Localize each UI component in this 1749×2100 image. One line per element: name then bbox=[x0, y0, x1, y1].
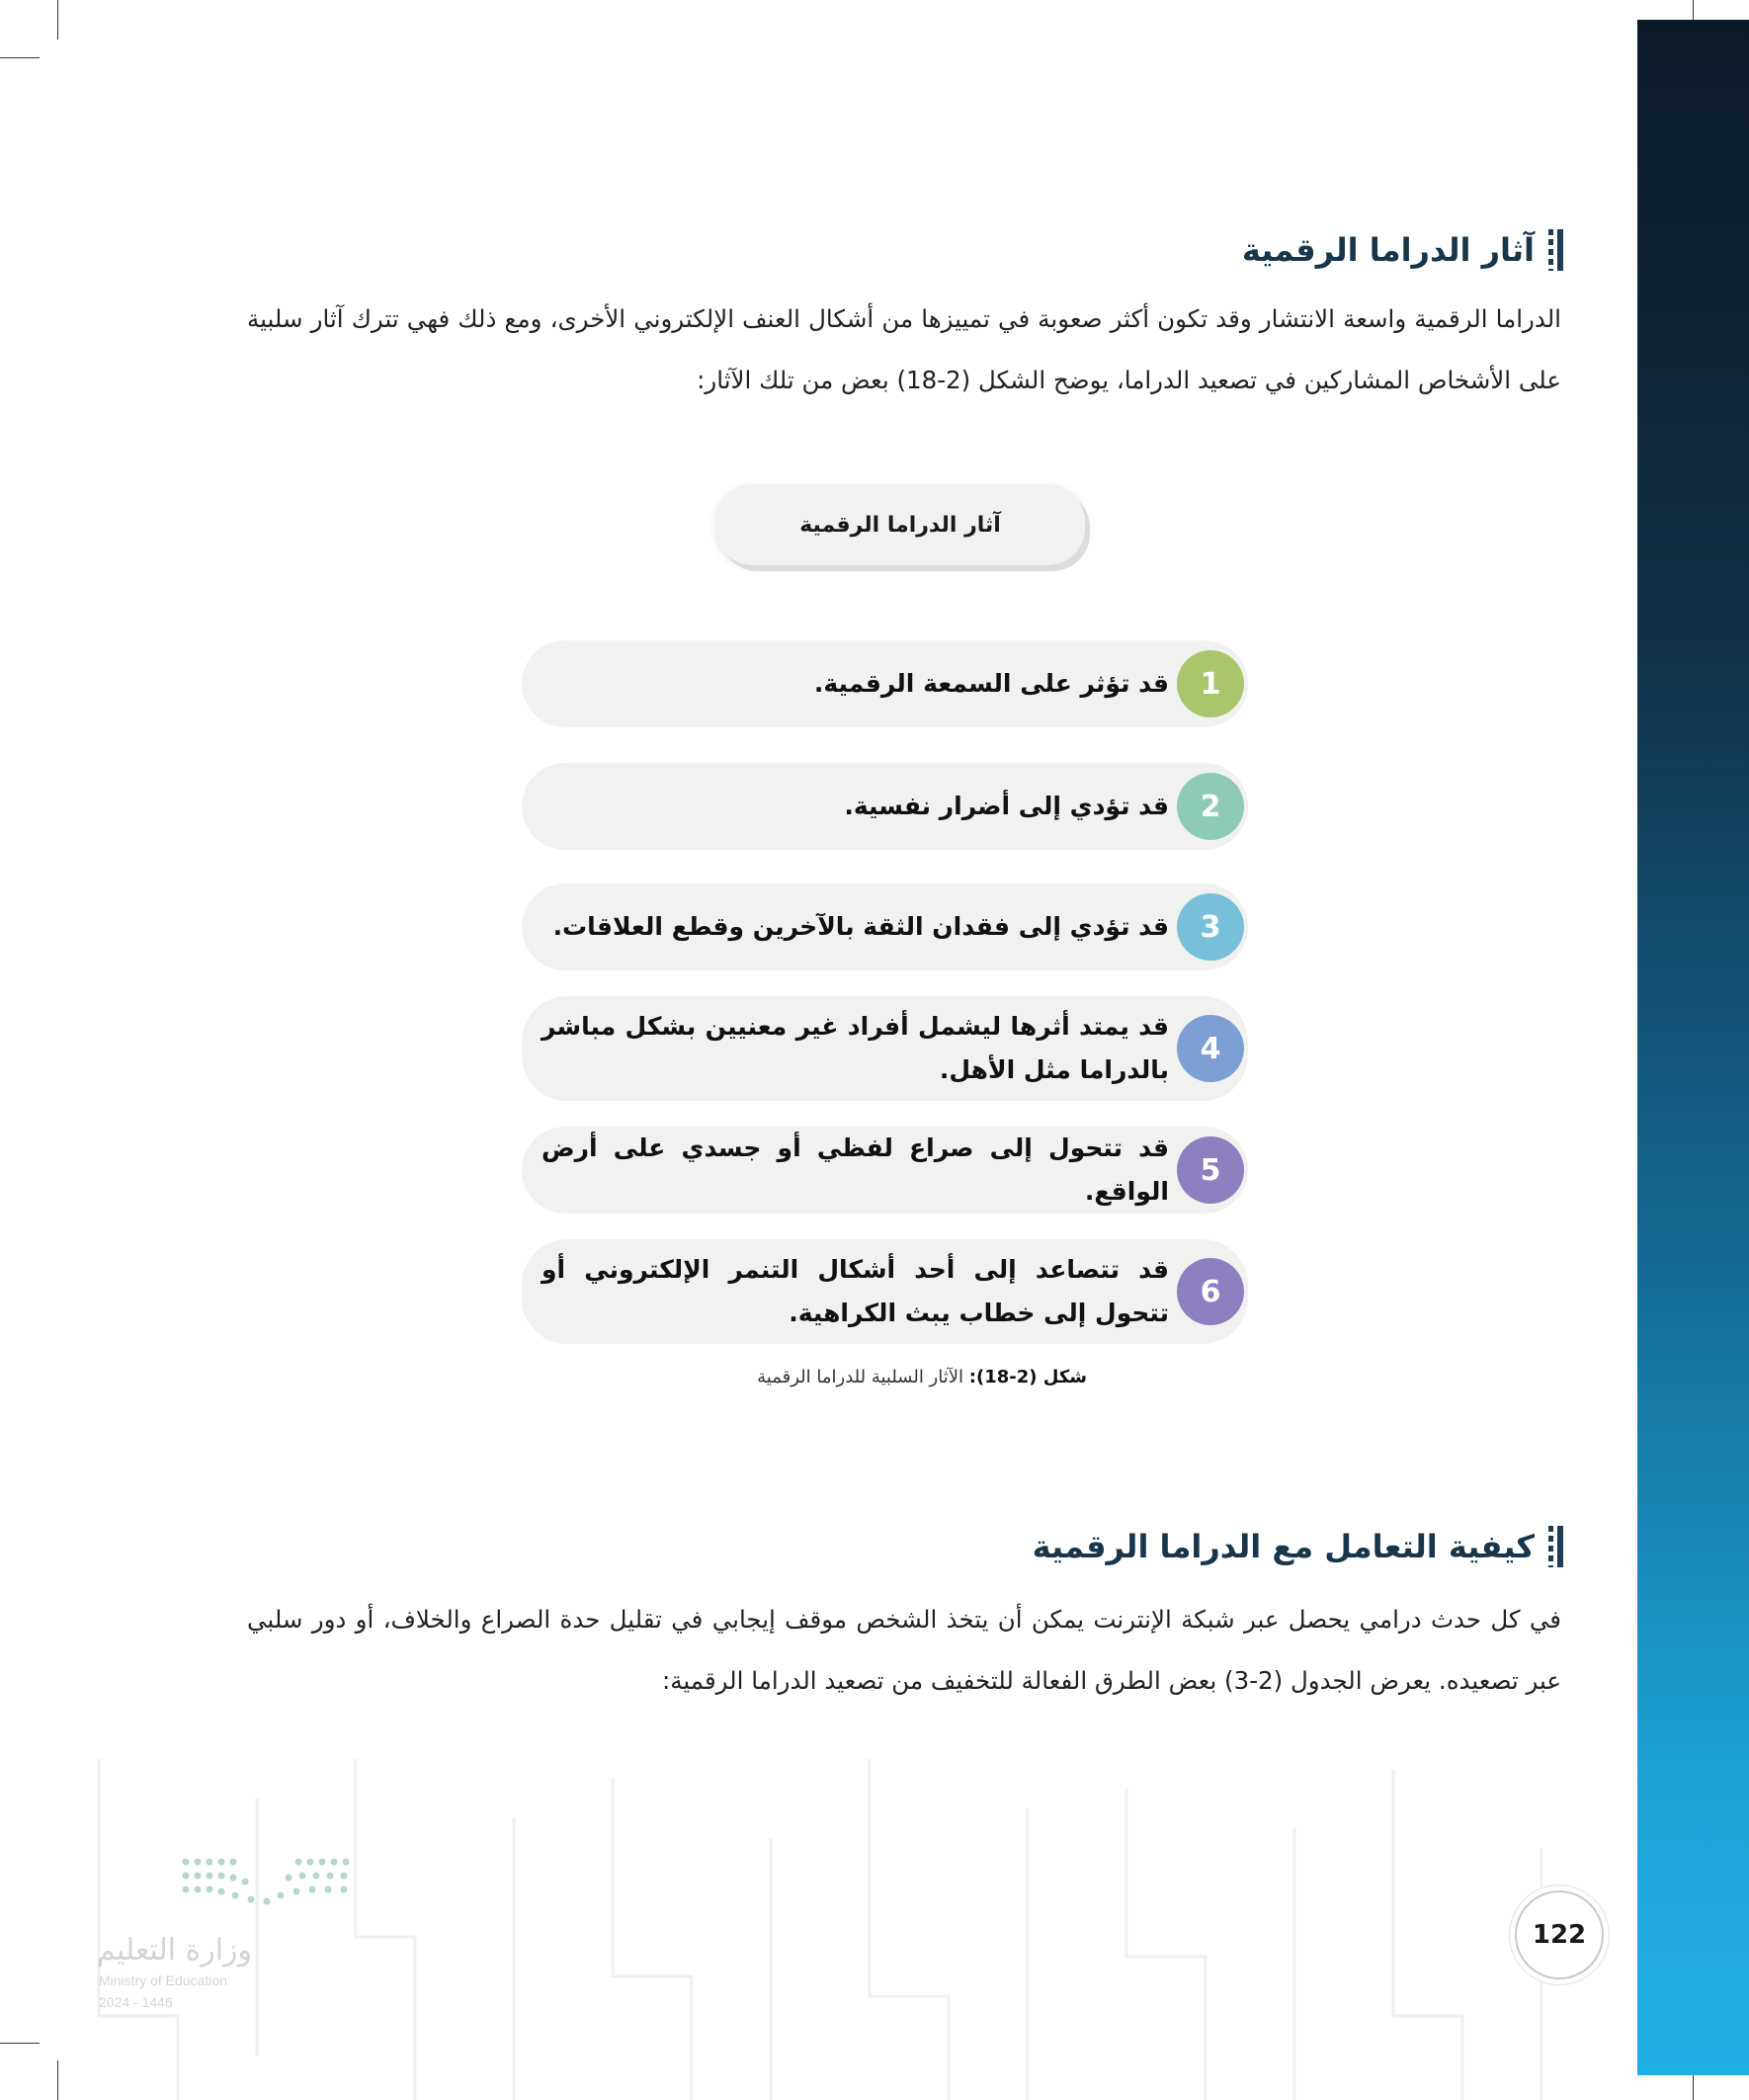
crop-mark bbox=[0, 57, 40, 58]
crop-mark bbox=[57, 0, 58, 40]
item-number-badge: 5 bbox=[1177, 1136, 1244, 1204]
effect-item-1 bbox=[522, 640, 1248, 727]
effect-item-6 bbox=[522, 1239, 1248, 1344]
effect-item-3 bbox=[522, 883, 1248, 970]
caption-text: الآثار السلبية للدراما الرقمية bbox=[757, 1367, 964, 1387]
item-number-badge: 2 bbox=[1177, 773, 1244, 840]
effect-item-4 bbox=[522, 996, 1248, 1101]
section-heading bbox=[1033, 1526, 1563, 1567]
heading-bullet-icon bbox=[1548, 229, 1563, 271]
item-text: قد تؤدي إلى أضرار نفسية. bbox=[844, 792, 1169, 820]
page-number: 122 bbox=[1515, 1890, 1604, 1979]
item-text: قد تؤدي إلى فقدان الثقة بالآخرين وقطع العلاقات. bbox=[552, 912, 1169, 941]
heading-bullet-icon bbox=[1548, 1526, 1563, 1567]
section-heading bbox=[1242, 229, 1563, 271]
effect-item-5 bbox=[522, 1127, 1248, 1214]
logo-arabic-text: وزارة التعليم bbox=[97, 1933, 253, 1968]
logo-english-text: Ministry of Education bbox=[99, 1973, 227, 1988]
logo-year-text: 2024 - 1446 bbox=[99, 1994, 173, 2010]
caption-label: شكل (2-18): bbox=[968, 1367, 1087, 1387]
heading-text: كيفية التعامل مع الدراما الرقمية bbox=[1032, 1528, 1535, 1565]
item-number-badge: 6 bbox=[1177, 1258, 1244, 1325]
item-text: قد تتحول إلى صراع لفظي أو جسدي على أرض الواقع. bbox=[541, 1134, 1169, 1206]
item-text: قد تتصاعد إلى أحد أشكال التنمر الإلكتروني أو تتحول إلى خطاب يبث الكراهية. bbox=[541, 1255, 1169, 1327]
diagram-title: آثار الدراما الرقمية bbox=[715, 484, 1085, 565]
paragraph: الدراما الرقمية واسعة الانتشار وقد تكون أكثر صعوبة في تمييزها من أشكال العنف الإلكتروني الأخرى، ومع ذلك فهي تترك آثار سلبية على الأشخاص المشاركين في تصعيد الدراما، يوضح الشكل (2-18) بعض من تلك الآثار: bbox=[247, 304, 1561, 394]
ministry-logo bbox=[97, 1856, 354, 2014]
side-decoration-bar bbox=[1637, 20, 1749, 2075]
item-text: قد يمتد أثرها ليشمل أفراد غير معنيين بشكل مباشر بالدراما مثل الأهل. bbox=[541, 1012, 1169, 1084]
item-number-badge: 1 bbox=[1177, 650, 1244, 717]
item-text: قد تؤثر على السمعة الرقمية. bbox=[813, 669, 1169, 698]
figure-caption bbox=[593, 1367, 1087, 1387]
paragraph: في كل حدث درامي يحصل عبر شبكة الإنترنت يمكن أن يتخذ الشخص موقف إيجابي في تقليل حدة الصراع والخلاف، أو دور سلبي عبر تصعيده. يعرض الجدول (2-3) بعض الطرق الفعالة للتخفيف من تصعيد الدراما الرقمية: bbox=[247, 1605, 1561, 1695]
crop-mark bbox=[57, 2060, 58, 2100]
item-number-badge: 4 bbox=[1177, 1015, 1244, 1082]
logo-dots-icon bbox=[180, 1856, 358, 1911]
effect-item-2 bbox=[522, 763, 1248, 850]
crop-mark bbox=[0, 2043, 40, 2044]
heading-text: آثار الدراما الرقمية bbox=[1241, 231, 1535, 269]
item-number-badge: 3 bbox=[1177, 893, 1244, 961]
